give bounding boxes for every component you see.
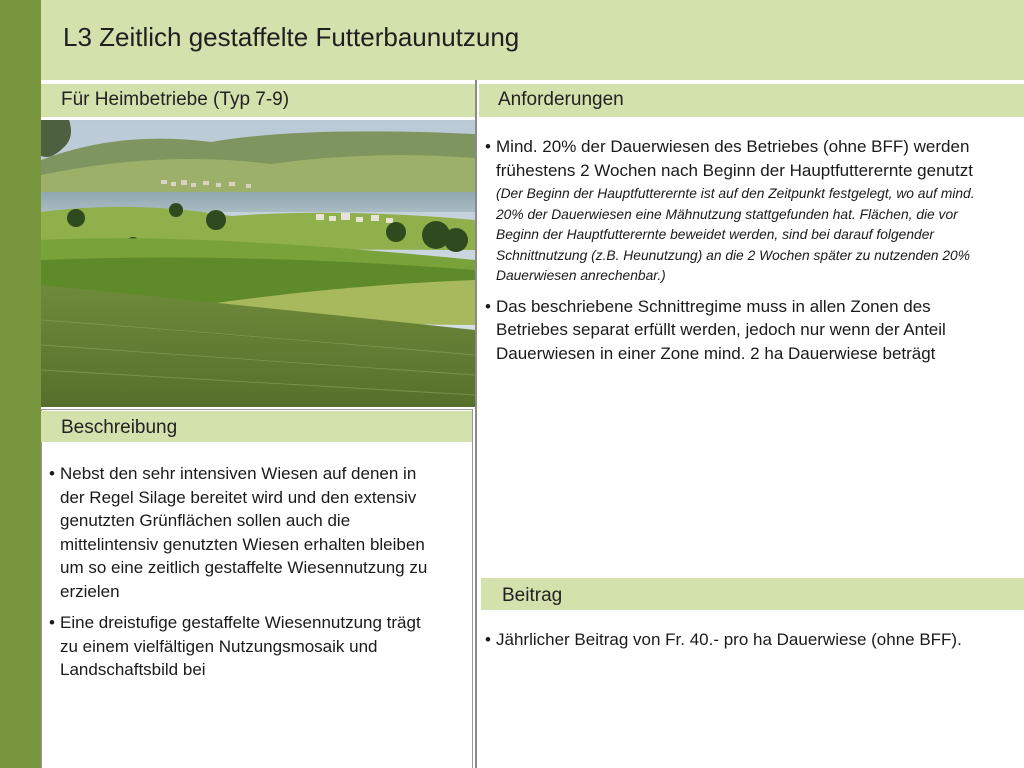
description-list [49, 462, 429, 690]
requirements-list [485, 135, 995, 373]
requirement-bullet [485, 135, 995, 287]
requirements-header: Anforderungen [479, 84, 1024, 117]
requirement-text: Mind. 20% der Dauerwiesen des Betriebes (ohne BFF) werden frühestens 2 Wochen nach Beginn der Hauptfutterernte genutzt [496, 137, 973, 180]
column-divider [475, 80, 477, 768]
requirement-bullet: • Das beschriebene Schnittregime muss in allen Zonen des Betriebes separat erfüllt werden, jedoch nur wenn der Anteil Dauerwiesen in einer Zone mind. 2 ha Dauerwiese beträgt [485, 295, 995, 366]
target-farms-header: Für Heimbetriebe (Typ 7-9) [41, 84, 475, 117]
description-header: Beschreibung [41, 411, 472, 442]
contribution-list [485, 628, 995, 660]
requirement-note: (Der Beginn der Hauptfutterernte ist auf den Zeitpunkt festgelegt, wo auf mind. 20% der Dauerwiesen eine Mähnutzung stattgefunden hat. Flächen, die vor Beginn der Hauptfutterernte beweidet werden, sind bei darauf folgender Schnittnutzung (z.B. Heunutzung) an die 2 Wochen später zu nutzenden 20% Dauerwiesen anrechenbar.) [496, 186, 975, 283]
landscape-photo [41, 120, 475, 407]
slide-title: L3 Zeitlich gestaffelte Futterbaunutzung [63, 22, 520, 52]
landscape-photo-icon [41, 120, 475, 407]
contribution-bullet: • Jährlicher Beitrag von Fr. 40.- pro ha Dauerwiese (ohne BFF). [485, 628, 995, 652]
description-bullet: • Eine dreistufige gestaffelte Wiesennutzung trägt zu einem vielfältigen Nutzungsmosaik und Landschaftsbild bei [49, 611, 429, 682]
accent-sidebar-bar [0, 0, 41, 768]
description-bullet: • Nebst den sehr intensiven Wiesen auf denen in der Regel Silage bereitet wird und den extensiv genutzten Grünflächen sollen auch die mittelintensiv genutzten Wiesen erhalten bleiben um so eine zeitlich gestaffelte Wiesennutzung zu erzielen [49, 462, 429, 603]
contribution-header: Beitrag [481, 578, 1024, 610]
title-band [41, 0, 1024, 80]
